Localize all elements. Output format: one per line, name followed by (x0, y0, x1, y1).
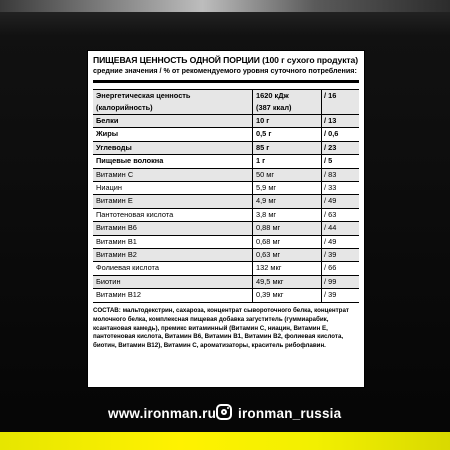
nutrition-panel (87, 50, 365, 388)
cell-pct: / 33 (322, 181, 360, 194)
composition-label: СОСТАВ: (93, 307, 121, 314)
table-row (93, 275, 359, 288)
cell-pct: / 49 (322, 195, 360, 208)
cell-nutrient: Пищевые волокна (93, 155, 253, 168)
cell-pct: / 44 (322, 222, 360, 235)
table-row (93, 102, 359, 115)
cell-nutrient: Витамин В1 (93, 235, 253, 248)
cell-pct: / 63 (322, 208, 360, 221)
cell-amount: 0,68 мг (253, 235, 322, 248)
cell-amount: 5,9 мг (253, 181, 322, 194)
cell-nutrient: (калорийность) (93, 102, 253, 115)
table-row (93, 90, 359, 102)
cell-amount: 1620 кДж (253, 90, 322, 102)
table-row (93, 208, 359, 221)
table-row (93, 181, 359, 194)
cell-pct: / 16 (322, 90, 360, 102)
cell-pct: / 23 (322, 141, 360, 154)
cell-amount: 0,39 мкг (253, 289, 322, 302)
panel-header (93, 55, 361, 75)
panel-subtitle: средние значения / % от рекомендуемого уровня суточного потребления: (93, 66, 357, 75)
cell-pct: / 0,6 (322, 128, 360, 141)
header-rule (93, 80, 359, 83)
cell-pct: / 39 (322, 289, 360, 302)
panel-title: ПИЩЕВАЯ ЦЕННОСТЬ ОДНОЙ ПОРЦИИ (100 г сухого продукта) (93, 55, 358, 65)
table-row (93, 128, 359, 141)
cell-pct: / 83 (322, 168, 360, 181)
table-row (93, 235, 359, 248)
table-row (93, 195, 359, 208)
cell-nutrient: Ниацин (93, 181, 253, 194)
cell-amount: 50 мг (253, 168, 322, 181)
table-row (93, 262, 359, 275)
table-row (93, 155, 359, 168)
table-row (93, 222, 359, 235)
cell-pct: / 49 (322, 235, 360, 248)
table-row (93, 141, 359, 154)
cell-amount: 0,5 г (253, 128, 322, 141)
cell-nutrient: Витамин С (93, 168, 253, 181)
cell-nutrient: Пантотеновая кислота (93, 208, 253, 221)
instagram-handle[interactable]: ironman_russia (238, 406, 342, 421)
nutrition-table (93, 89, 359, 303)
cell-nutrient: Углеводы (93, 141, 253, 154)
cell-amount: (387 ккал) (253, 102, 322, 115)
website-link[interactable]: www.ironman.ru (108, 406, 217, 421)
cell-amount: 0,88 мг (253, 222, 322, 235)
cell-amount: 85 г (253, 141, 322, 154)
cell-nutrient: Энергетическая ценность (93, 90, 253, 102)
cell-nutrient: Витамин В6 (93, 222, 253, 235)
cell-nutrient: Фолиевая кислота (93, 262, 253, 275)
composition-text: мальтодекстрин, сахароза, концентрат сывороточного белка, концентрат молочного белка, комплексная пищевая добавка загуститель (гуммиарабик, ксантановая камедь), премикс витаминный (Витамин С, ниацин, Витамин Е, пантотеновая кислота, Витамин В6, Витамин В1, Витамин В2, фолиевая кислота, биотин, Витамин В12), Витамин С, ароматизаторы, краситель рибофлавин. (93, 307, 349, 350)
table-row (93, 248, 359, 261)
cell-nutrient: Витамин В2 (93, 248, 253, 261)
cell-amount: 0,63 мг (253, 248, 322, 261)
top-metallic-strip (0, 0, 450, 12)
cell-nutrient: Биотин (93, 275, 253, 288)
instagram-icon (216, 404, 232, 420)
cell-amount: 49,5 мкг (253, 275, 322, 288)
cell-amount: 3,8 мг (253, 208, 322, 221)
cell-pct: / 13 (322, 114, 360, 127)
cell-nutrient: Жиры (93, 128, 253, 141)
yellow-accent-bar (0, 432, 450, 450)
cell-pct: / 99 (322, 275, 360, 288)
cell-pct: / 39 (322, 248, 360, 261)
cell-pct (322, 102, 360, 115)
cell-nutrient: Витамин В12 (93, 289, 253, 302)
cell-nutrient: Белки (93, 114, 253, 127)
composition (93, 307, 361, 351)
table-row (93, 168, 359, 181)
cell-pct: / 5 (322, 155, 360, 168)
cell-amount: 132 мкг (253, 262, 322, 275)
cell-amount: 10 г (253, 114, 322, 127)
cell-amount: 1 г (253, 155, 322, 168)
table-row (93, 289, 359, 302)
cell-nutrient: Витамин Е (93, 195, 253, 208)
cell-amount: 4,9 мг (253, 195, 322, 208)
table-row (93, 114, 359, 127)
footer (88, 398, 366, 430)
cell-pct: / 66 (322, 262, 360, 275)
